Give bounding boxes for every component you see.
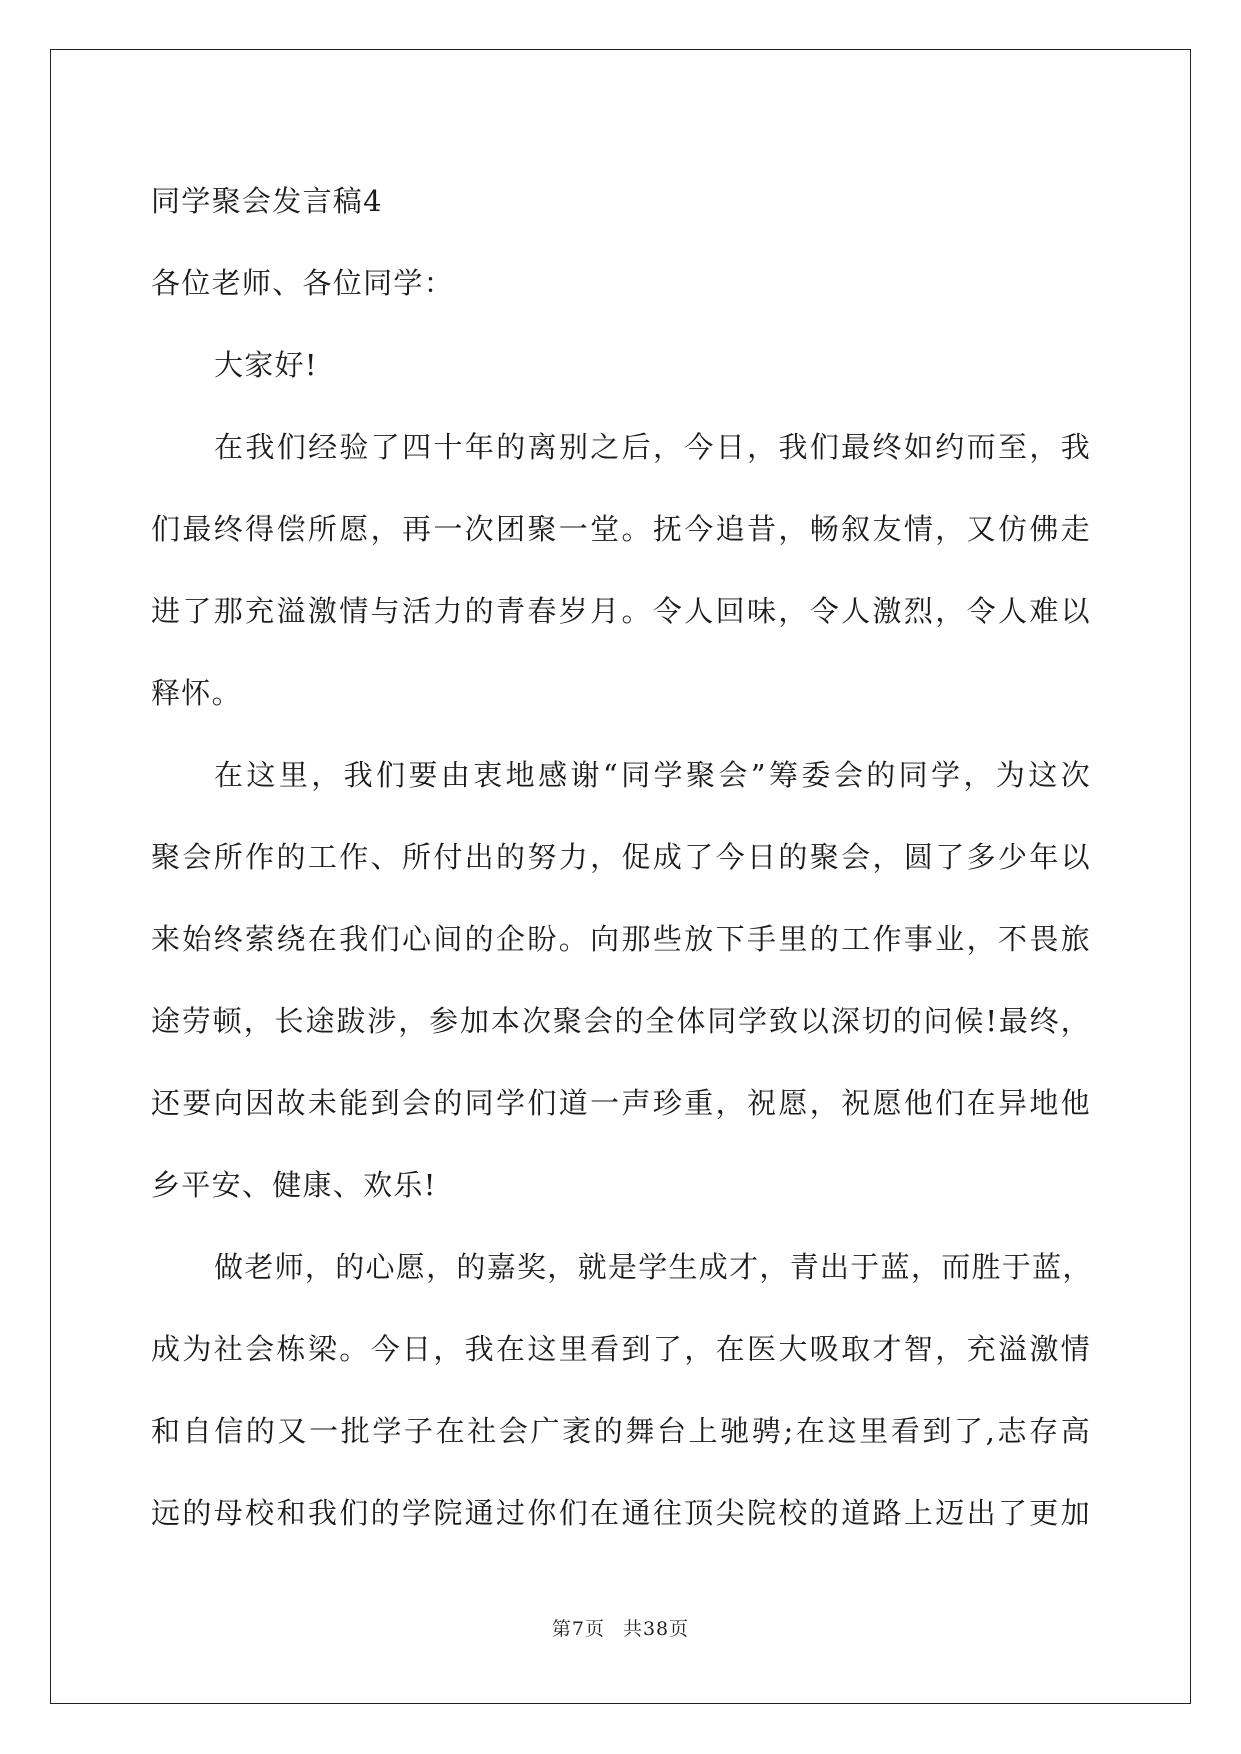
page-footer <box>0 1614 1241 1641</box>
paragraph-line: 来始终萦绕在我们心间的企盼。向那些放下手里的工作事业，不畏旅 <box>151 922 1091 956</box>
salutation: 各位老师、各位同学： <box>151 266 455 300</box>
paragraph-line: 聚会所作的工作、所付出的努力，促成了今日的聚会，圆了多少年以 <box>151 840 1091 874</box>
paragraph-1 <box>151 406 1091 734</box>
paragraph-line: 乡平安、健康、欢乐! <box>151 1168 437 1202</box>
paragraph-line: 远的母校和我们的学院通过你们在通往顶尖院校的道路上迈出了更加 <box>151 1496 1091 1530</box>
paragraph-line: 和自信的又一批学子在社会广袤的舞台上驰骋;在这里看到了,志存高 <box>151 1414 1091 1448</box>
document-title: 同学聚会发言稿4 <box>151 184 383 218</box>
document-body <box>151 160 1091 1554</box>
paragraph-line: 释怀。 <box>151 676 242 710</box>
paragraph-line: 进了那充溢激情与活力的青春岁月。令人回味，令人激烈，令人难以 <box>151 594 1091 628</box>
paragraph-line: 在我们经验了四十年的离别之后，今日，我们最终如约而至，我 <box>214 430 1091 464</box>
paragraph-line: 途劳顿，长途跋涉，参加本次聚会的全体同学致以深切的问候!最终， <box>151 1004 1091 1038</box>
paragraph-line: 成为社会栋梁。今日，我在这里看到了，在医大吸取才智，充溢激情 <box>151 1332 1091 1366</box>
paragraph-line: 在这里，我们要由衷地感谢“同学聚会”筹委会的同学，为这次 <box>214 758 1091 792</box>
paragraph-line: 们最终得偿所愿，再一次团聚一堂。抚今追昔，畅叙友情，又仿佛走 <box>151 512 1091 546</box>
total-pages-label: 共38页 <box>622 1618 690 1640</box>
paragraph-line: 做老师，的心愿，的嘉奖，就是学生成才，青出于蓝，而胜于蓝， <box>214 1250 1093 1284</box>
paragraph-2 <box>151 734 1091 1226</box>
paragraph-line: 还要向因故未能到会的同学们道一声珍重，祝愿，祝愿他们在异地他 <box>151 1086 1091 1120</box>
current-page-label: 第7页 <box>551 1618 605 1640</box>
greeting: 大家好! <box>214 348 318 382</box>
paragraph-3 <box>151 1226 1091 1554</box>
